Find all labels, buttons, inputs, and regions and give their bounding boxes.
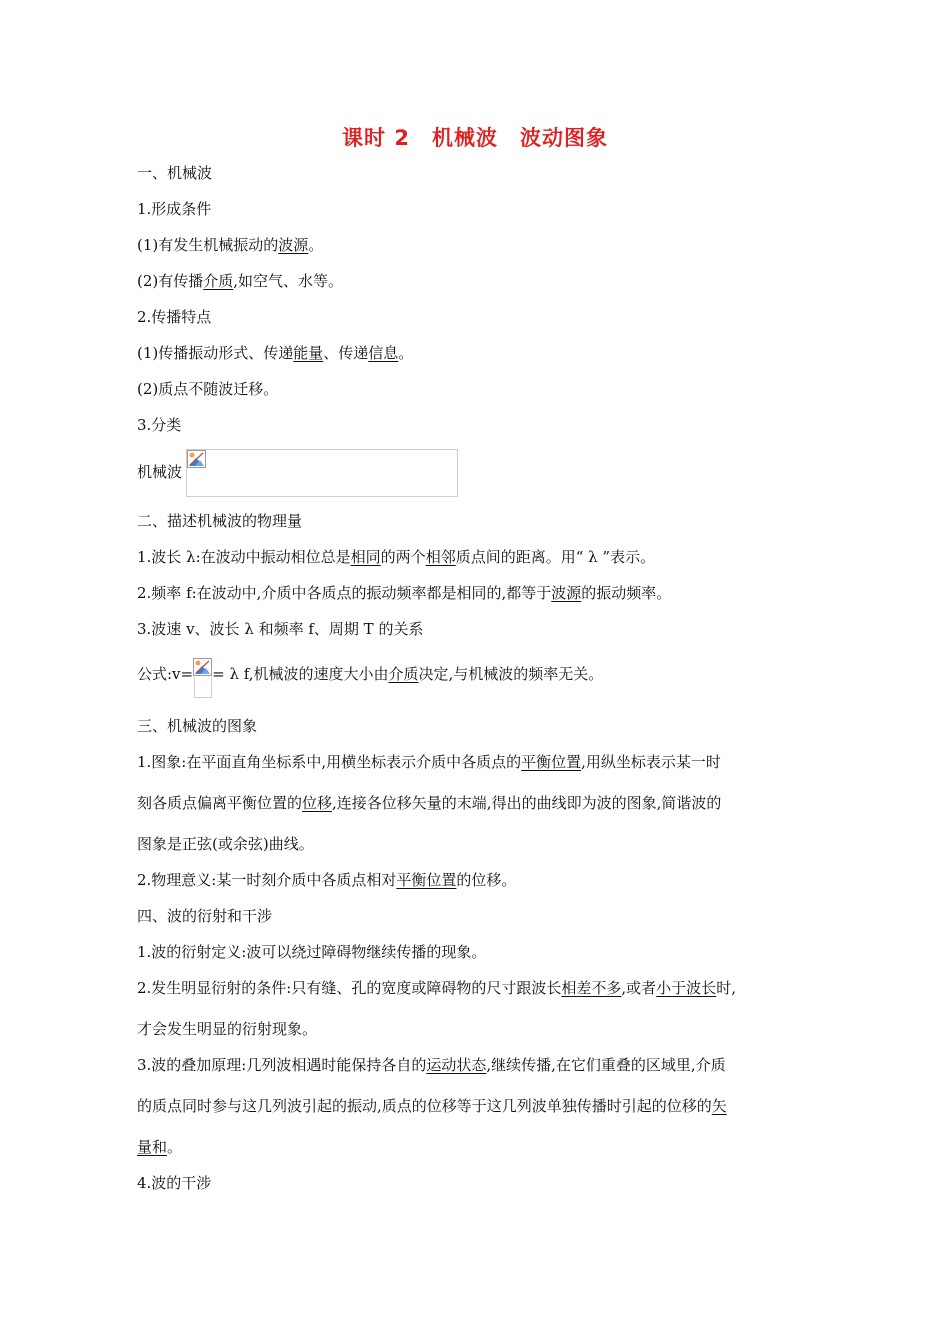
- answer-blank: 相差不多: [561, 979, 622, 997]
- answer-blank: 能量: [293, 344, 324, 362]
- answer-blank: 小于波长: [656, 979, 717, 997]
- answer-blank: 位移: [302, 794, 333, 812]
- answer-blank: 信息: [368, 344, 399, 362]
- answer-blank: 相邻: [425, 548, 456, 566]
- section-heading-3: 三、机械波的图象: [137, 717, 258, 735]
- subheading-classification: 3.分类: [137, 416, 182, 434]
- formula-image-frame: [194, 677, 212, 698]
- section-heading-1: 一、机械波: [137, 164, 213, 182]
- title-subtopic: 波动图象: [519, 126, 608, 150]
- page-title: [0, 122, 950, 152]
- paragraph-relation: 3.波速 v、波长 λ 和频率 f、周期 T 的关系: [137, 620, 424, 638]
- paragraph-diffraction-condition: 2.发生明显衍射的条件:只有缝、孔的宽度或障碍物的尺寸跟波长相差不多,或者小于波长时,: [137, 979, 736, 997]
- answer-blank: 矢: [711, 1097, 727, 1115]
- title-topic: 机械波: [431, 126, 498, 150]
- paragraph-graph: 1.图象:在平面直角坐标系中,用横坐标表示介质中各质点的平衡位置,用纵坐标表示某一时: [137, 753, 721, 771]
- paragraph-superposition: 3.波的叠加原理:几列波相遇时能保持各自的运动状态,继续传播,在它们重叠的区域里,介质: [137, 1056, 726, 1074]
- paragraph-formula: 公式:v= = λ f,机械波的速度大小由介质决定,与机械波的频率无关。: [137, 662, 603, 684]
- answer-blank: 平衡位置: [521, 753, 582, 771]
- broken-image-icon: [193, 658, 212, 676]
- paragraph-superposition-cont: 量和。: [137, 1138, 183, 1156]
- subheading-propagation: 2.传播特点: [137, 308, 212, 326]
- answer-blank: 介质: [203, 272, 234, 290]
- answer-blank: 运动状态: [426, 1056, 487, 1074]
- classification-image-frame: [186, 449, 458, 497]
- paragraph-diffraction-cont: 才会发生明显的衍射现象。: [137, 1020, 318, 1038]
- paragraph-graph-cont: 图象是正弦(或余弦)曲线。: [137, 835, 314, 853]
- broken-image-icon: [187, 450, 206, 468]
- paragraph: (2)质点不随波迁移。: [137, 380, 279, 398]
- paragraph-meaning: 2.物理意义:某一时刻介质中各质点相对平衡位置的位移。: [137, 871, 517, 889]
- classification-label: 机械波: [137, 463, 183, 481]
- answer-blank: 波源: [551, 584, 582, 602]
- paragraph: (2)有传播介质,如空气、水等。: [137, 272, 344, 290]
- section-heading-2: 二、描述机械波的物理量: [137, 512, 303, 530]
- answer-blank: 波源: [278, 236, 309, 254]
- subheading-formation: 1.形成条件: [137, 200, 212, 218]
- section-heading-4: 四、波的衍射和干涉: [137, 907, 273, 925]
- subheading-interference: 4.波的干涉: [137, 1174, 212, 1192]
- paragraph-superposition-cont: 的质点同时参与这几列波引起的振动,质点的位移等于这几列波单独传播时引起的位移的矢: [137, 1097, 727, 1115]
- paragraph: (1)有发生机械振动的波源。: [137, 236, 324, 254]
- paragraph-diffraction: 1.波的衍射定义:波可以绕过障碍物继续传播的现象。: [137, 943, 487, 961]
- answer-blank: 介质: [388, 665, 419, 683]
- paragraph-wavelength: 1.波长 λ:在波动中振动相位总是相同的两个相邻质点间的距离。用“ λ ”表示。: [137, 548, 656, 566]
- answer-blank: 相同: [350, 548, 381, 566]
- answer-blank: 量和: [137, 1138, 168, 1156]
- paragraph-frequency: 2.频率 f:在波动中,介质中各质点的振动频率都是相同的,都等于波源的振动频率。: [137, 584, 672, 602]
- title-lesson: 课时 2: [342, 126, 410, 150]
- answer-blank: 平衡位置: [396, 871, 457, 889]
- paragraph: (1)传播振动形式、传递能量、传递信息。: [137, 344, 414, 362]
- paragraph-graph-cont: 刻各质点偏离平衡位置的位移,连接各位移矢量的末端,得出的曲线即为波的图象,简谐波的: [137, 794, 722, 812]
